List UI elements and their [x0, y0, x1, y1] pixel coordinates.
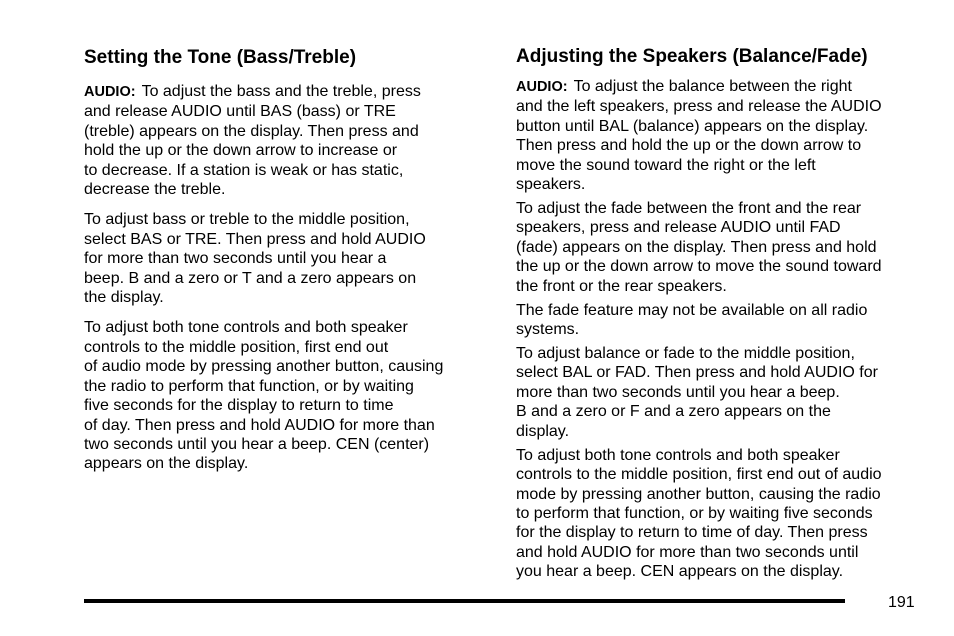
section-heading-speakers: Adjusting the Speakers (Balance/Fade) [516, 46, 868, 67]
paragraph-both-controls-center: To adjust both tone controls and both speaker controls to the middle position, first end out of audio mode by pressing another button, causing the radio to perform that function, or by waiting five seconds for the display to return to time of day. Then press and hold AUDIO for more than two seconds until you hear a beep. CEN (center) appears on the display. [84, 319, 444, 473]
paragraph-fade-availability: The fade feature may not be available on all radio systems. [516, 301, 868, 339]
paragraph-audio-balance [516, 77, 882, 194]
audio-label: AUDIO: [84, 84, 136, 100]
right-body [516, 77, 882, 586]
text-lines: To adjust the balance between the right and the left speakers, press and release the AUDIO button until BAL (balance) appears on the display. Then press and hold the up or the down arrow to move the sound toward the right or the left speakers. [516, 78, 882, 194]
paragraph-fade: To adjust the fade between the front and the rear speakers, press and release AUDIO until FAD (fade) appears on the display. Then press and hold the up or the down arrow to move the sound toward the front or the rear speakers. [516, 200, 882, 295]
page-number: 191 [888, 594, 915, 611]
paragraph-balance-fade-middle: To adjust balance or fade to the middle position, select BAL or FAD. Then press and hold AUDIO for more than two seconds until you hear a beep. B and a zero or F and a zero appears on the display. [516, 345, 878, 440]
paragraph-both-controls-center: To adjust both tone controls and both speaker controls to the middle position, first end out of audio mode by pressing another button, causing the radio to perform that function, or by waiting five seconds for the display to return to time of day. Then press and hold AUDIO for more than two seconds until you hear a beep. CEN appears on the display. [516, 446, 882, 581]
section-heading-tone: Setting the Tone (Bass/Treble) [84, 47, 357, 68]
paragraph-audio-tone [84, 82, 443, 199]
footer-rule [84, 599, 845, 603]
left-body [84, 82, 443, 485]
text-lines: To adjust the bass and the treble, press and release AUDIO until BAS (bass) or TRE (treble) appears on the display. Then press and hold the up or the down arrow to increase or to decrease. If a station is weak or has static, decrease the treble. [84, 83, 421, 199]
audio-label: AUDIO: [516, 79, 568, 95]
paragraph-bass-treble-middle: To adjust bass or treble to the middle position, select BAS or TRE. Then press and hold AUDIO for more than two seconds until you hear a beep. B and a zero or T and a zero appears on the display. [84, 211, 426, 307]
